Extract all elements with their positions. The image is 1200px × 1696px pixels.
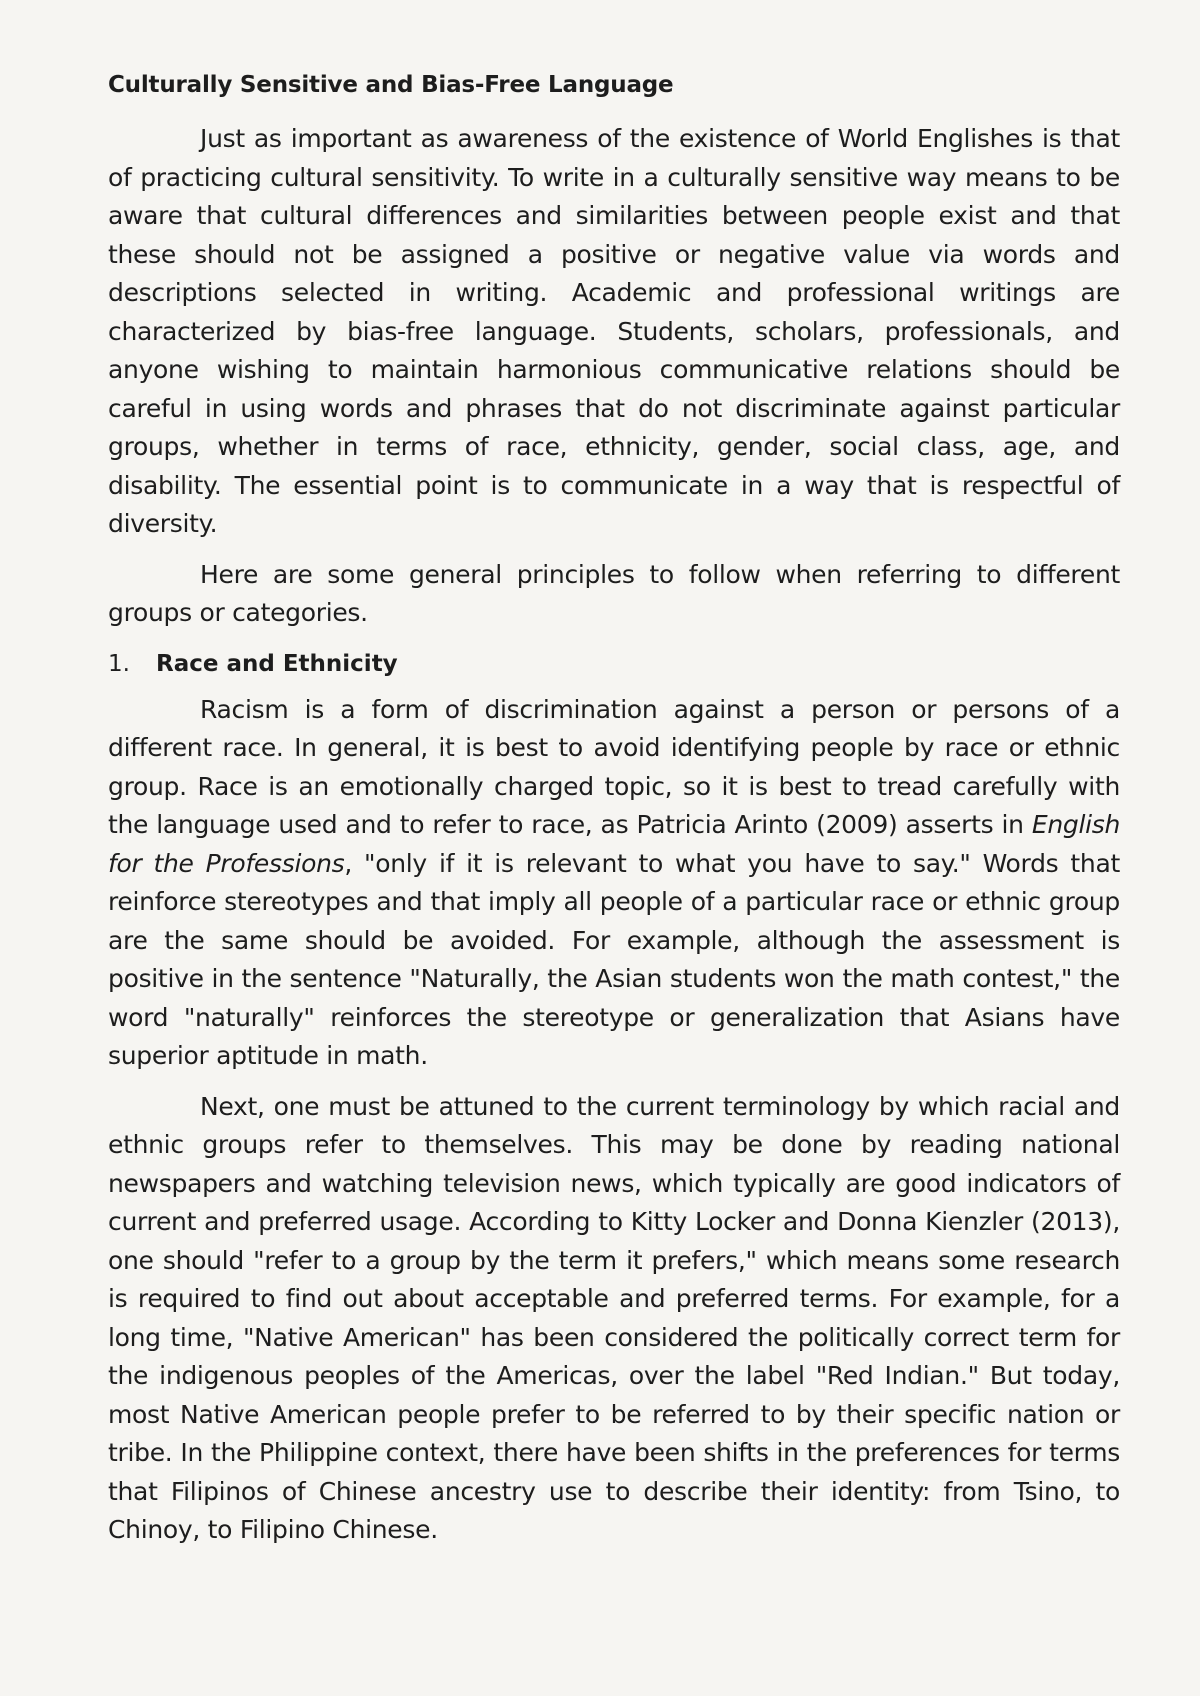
page-title: Culturally Sensitive and Bias-Free Language xyxy=(108,72,674,98)
section-number: 1. xyxy=(108,650,130,677)
section-heading-race-ethnicity xyxy=(108,651,1120,677)
paragraph-intro: Just as important as awareness of the existence of World Englishes is that of practicing cultural sensitivity. To write in a culturally sensitive way means to be aware that cultural differences and similarities between people exist and that these should not be assigned a positive or negative value via words and descriptions selected in writing. Academic and professional writings are characterized by bias-free language. Students, scholars, professionals, and anyone wishing to maintain harmonious communicative relations should be careful in using words and phrases that do not discriminate against particular groups, whether in terms of race, ethnicity, gender, social class, age, and disability. The essential point is to communicate in a way that is respectful of diversity. xyxy=(108,124,1120,538)
paragraph-terminology: Next, one must be attuned to the current terminology by which racial and ethnic groups refer to themselves. This may be done by reading national newspapers and watching television news, which typically are good indicators of current and preferred usage. According to Kitty Locker and Donna Kienzler (2013), one should "refer to a group by the term it prefers," which means some research is required to find out about acceptable and preferred terms. For example, for a long time, "Native American" has been considered the politically correct term for the indigenous peoples of the Americas, over the label "Red Indian." But today, most Native American people prefer to be referred to by their specific nation or tribe. In the Philippine context, there have been shifts in the preferences for terms that Filipinos of Chinese ancestry use to describe their identity: from Tsino, to Chinoy, to Filipino Chinese. xyxy=(108,1091,1120,1544)
paragraph-principles: Here are some general principles to follow when referring to different groups or categories. xyxy=(108,559,1120,627)
book-title: English for the Professions xyxy=(108,810,1120,878)
paragraph-racism xyxy=(108,691,1120,1076)
paragraph-racism-text-1: Racism is a form of discrimination against a person or persons of a different race. In general, it is best to avoid identifying people by race or ethnic group. Race is an emotionally charged topic, so it is best to tread carefully with the language used and to refer to race, as Patricia Arinto (2009) asserts in xyxy=(108,694,1120,839)
section-title: Race and Ethnicity xyxy=(156,650,398,677)
paragraph-racism-text-2: , "only if it is relevant to what you have to say." Words that reinforce stereotypes and that imply all people of a particular race or ethnic group are the same should be avoided. For example, although the assessment is positive in the sentence "Naturally, the Asian students won the math contest," the word "naturally" reinforces the stereotype or generalization that Asians have superior aptitude in math. xyxy=(108,848,1120,1070)
